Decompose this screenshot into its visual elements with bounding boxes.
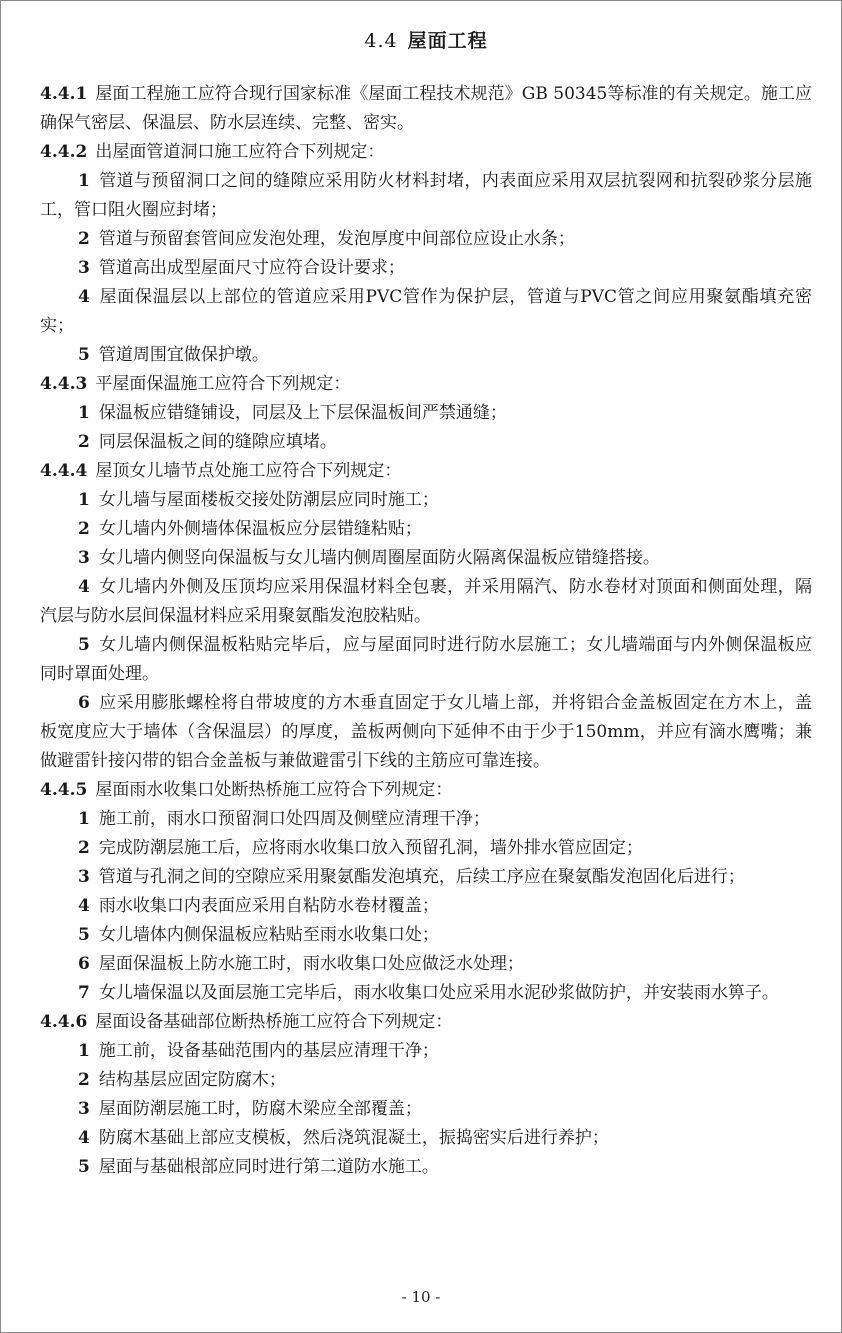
clause-number: 4.4.1 — [40, 84, 88, 104]
item-text: 保温板应错缝铺设，同层及上下层保温板间严禁通缝； — [98, 403, 507, 423]
item-text: 管道高出成型屋面尺寸应符合设计要求； — [98, 258, 405, 278]
clause-item — [40, 863, 812, 892]
item-number: 4 — [78, 1128, 90, 1148]
item-number: 3 — [78, 258, 90, 278]
item-number: 2 — [78, 838, 90, 858]
clause-item — [40, 979, 812, 1008]
item-number: 5 — [78, 1157, 90, 1177]
item-number: 4 — [78, 287, 90, 307]
item-number: 1 — [78, 403, 90, 423]
item-text: 应采用膨胀螺栓将自带坡度的方木垂直固定于女儿墙上部，并将铝合金盖板固定在方木上，盖板宽度应大于墙体（含保温层）的厚度，盖板两侧向下延伸不由于少于150mm，并应有滴水鹰嘴；兼做避雷针接闪带的铝合金盖板与兼做避雷引下线的主筋应可靠连接。 — [40, 693, 812, 771]
clause-text: 屋面设备基础部位断热桥施工应符合下列规定： — [95, 1012, 453, 1032]
item-text: 雨水收集口内表面应采用自粘防水卷材覆盖； — [98, 896, 439, 916]
item-number: 3 — [78, 548, 90, 568]
clause-text: 屋面雨水收集口处断热桥施工应符合下列规定： — [95, 780, 453, 800]
clause-item — [40, 834, 812, 863]
clause-item — [40, 1153, 812, 1182]
item-text: 屋面保温层以上部位的管道应采用PVC管作为保护层，管道与PVC管之间应用聚氨酯填充密实； — [40, 287, 812, 336]
section-title-text: 屋面工程 — [407, 30, 488, 52]
clause-text: 出屋面管道洞口施工应符合下列规定： — [95, 142, 385, 162]
item-text: 女儿墙体内侧保温板应粘贴至雨水收集口处； — [98, 925, 439, 945]
clause-item — [40, 283, 812, 341]
clause-number: 4.4.3 — [40, 374, 88, 394]
item-text: 管道与预留洞口之间的缝隙应采用防火材料封堵，内表面应采用双层抗裂网和抗裂砂浆分层施工，管口阻火圈应封堵； — [40, 171, 812, 220]
clause-item — [40, 1124, 812, 1153]
clause-text: 平屋面保温施工应符合下列规定： — [95, 374, 351, 394]
item-number: 4 — [78, 577, 90, 597]
clause-item — [40, 341, 812, 370]
item-text: 防腐木基础上部应支模板，然后浇筑混凝土，振捣密实后进行养护； — [98, 1128, 609, 1148]
clause — [40, 138, 812, 167]
clause-number: 4.4.2 — [40, 142, 88, 162]
item-number: 7 — [78, 983, 90, 1003]
item-text: 屋面防潮层施工时，防腐木梁应全部覆盖； — [98, 1099, 422, 1119]
item-number: 3 — [78, 867, 90, 887]
clause — [40, 1008, 812, 1037]
item-number: 5 — [78, 635, 90, 655]
item-text: 女儿墙内外侧墙体保温板应分层错缝粘贴； — [98, 519, 422, 539]
clause-item — [40, 631, 812, 689]
clause-item — [40, 515, 812, 544]
item-number: 2 — [78, 229, 90, 249]
section-number: 4.4 — [364, 30, 398, 52]
clause-number: 4.4.5 — [40, 780, 88, 800]
clause-item — [40, 544, 812, 573]
clause — [40, 457, 812, 486]
item-text: 女儿墙内侧保温板粘贴完毕后，应与屋面同时进行防水层施工；女儿墙端面与内外侧保温板应同时罩面处理。 — [40, 635, 812, 684]
item-text: 女儿墙内外侧及压顶均应采用保温材料全包裹，并采用隔汽、防水卷材对顶面和侧面处理，隔汽层与防水层间保温材料应采用聚氨酯发泡胶粘贴。 — [40, 577, 812, 626]
item-text: 管道与孔洞之间的空隙应采用聚氨酯发泡填充，后续工序应在聚氨酯发泡固化后进行； — [98, 867, 745, 887]
item-number: 5 — [78, 345, 90, 365]
clause-item — [40, 573, 812, 631]
section-title — [40, 26, 812, 56]
item-number: 1 — [78, 809, 90, 829]
clause-item — [40, 805, 812, 834]
item-text: 屋面保温板上防水施工时，雨水收集口处应做泛水处理； — [98, 954, 524, 974]
clause-text: 屋顶女儿墙节点处施工应符合下列规定： — [95, 461, 402, 481]
clause-item — [40, 1037, 812, 1066]
clause — [40, 370, 812, 399]
item-number: 1 — [78, 171, 90, 191]
clause-item — [40, 1066, 812, 1095]
clause-item — [40, 399, 812, 428]
item-text: 结构基层应固定防腐木； — [98, 1070, 286, 1090]
clause-item — [40, 428, 812, 457]
clause-item — [40, 689, 812, 776]
clause-list — [40, 80, 812, 1182]
item-text: 屋面与基础根部应同时进行第二道防水施工。 — [98, 1157, 439, 1177]
item-text: 女儿墙保温以及面层施工完毕后，雨水收集口处应采用水泥砂浆做防护，并安装雨水箅子。 — [98, 983, 779, 1003]
clause — [40, 80, 812, 138]
clause-item — [40, 225, 812, 254]
item-number: 6 — [78, 954, 90, 974]
item-number: 5 — [78, 925, 90, 945]
item-text: 同层保温板之间的缝隙应填堵。 — [98, 432, 337, 452]
item-number: 2 — [78, 432, 90, 452]
clause-item — [40, 950, 812, 979]
clause-text: 屋面工程施工应符合现行国家标准《屋面工程技术规范》GB 50345等标准的有关规定。施工应确保气密层、保温层、防水层连续、完整、密实。 — [40, 84, 812, 133]
clause-item — [40, 1095, 812, 1124]
item-number: 6 — [78, 693, 90, 713]
clause-item — [40, 167, 812, 225]
clause — [40, 776, 812, 805]
item-number: 4 — [78, 896, 90, 916]
item-number: 2 — [78, 519, 90, 539]
item-text: 施工前，设备基础范围内的基层应清理干净； — [98, 1041, 439, 1061]
item-text: 施工前，雨水口预留洞口处四周及侧壁应清理干净； — [98, 809, 490, 829]
clause-number: 4.4.6 — [40, 1012, 88, 1032]
item-text: 女儿墙内侧竖向保温板与女儿墙内侧周圈屋面防火隔离保温板应错缝搭接。 — [98, 548, 660, 568]
item-number: 3 — [78, 1099, 90, 1119]
clause-item — [40, 892, 812, 921]
item-number: 1 — [78, 490, 90, 510]
item-text: 完成防潮层施工后，应将雨水收集口放入预留孔洞，墙外排水管应固定； — [98, 838, 643, 858]
clause-item — [40, 254, 812, 283]
item-number: 1 — [78, 1041, 90, 1061]
item-text: 管道周围宜做保护墩。 — [98, 345, 269, 365]
page-number: - 10 - — [401, 1288, 441, 1306]
clause-number: 4.4.4 — [40, 461, 88, 481]
clause-item — [40, 486, 812, 515]
item-number: 2 — [78, 1070, 90, 1090]
item-text: 管道与预留套管间应发泡处理，发泡厚度中间部位应设止水条； — [98, 229, 575, 249]
item-text: 女儿墙与屋面楼板交接处防潮层应同时施工； — [98, 490, 439, 510]
clause-item — [40, 921, 812, 950]
